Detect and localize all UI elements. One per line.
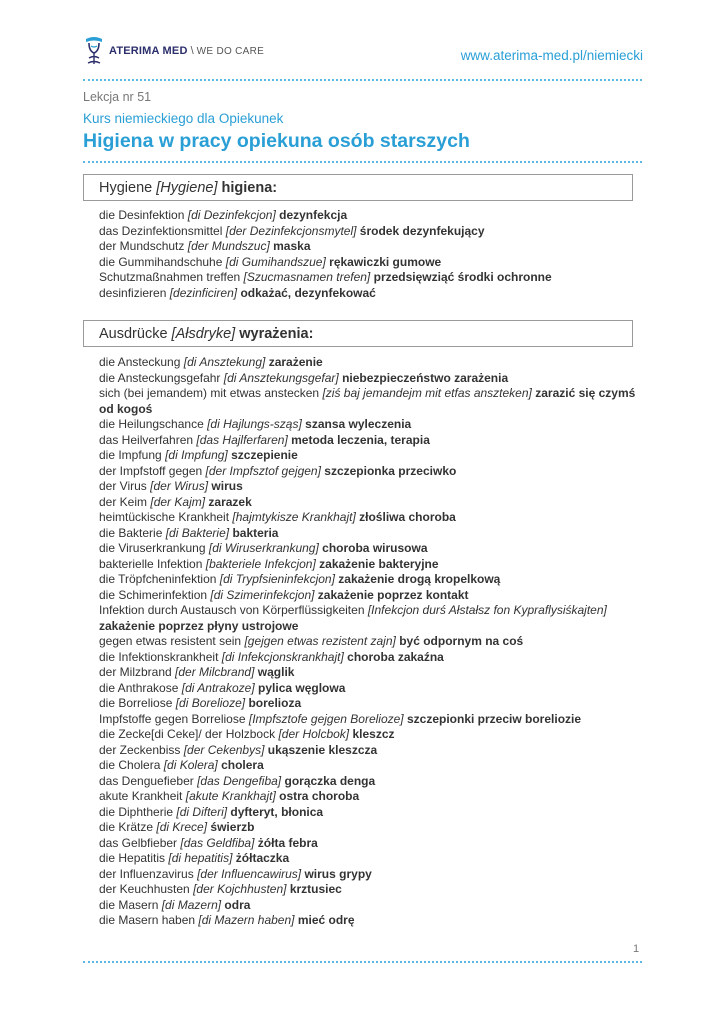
vocab-polish: kleszcz <box>352 727 395 741</box>
vocab-polish: szansa wyleczenia <box>305 417 412 431</box>
vocab-polish: zarazek <box>208 494 252 509</box>
vocab-german: die Krätze <box>99 820 154 834</box>
vocab-item <box>99 898 639 914</box>
vocab-german: heimtückische Krankheit <box>99 510 230 524</box>
vocab-pronunciation: [di Dezinfekcjon] <box>187 208 276 222</box>
vocab-item <box>99 913 639 929</box>
section-heading-hygiene <box>83 174 633 201</box>
vocab-german: die Gummihandschuhe <box>99 254 223 269</box>
vocab-pronunciation: [Impfsztofe gejgen Borelioze] <box>248 711 404 726</box>
vocab-german: desinfizieren <box>99 285 167 300</box>
vocab-item <box>99 270 639 286</box>
vocab-polish: bakteria <box>232 525 279 540</box>
vocab-polish: środek dezynfekujący <box>359 223 485 238</box>
vocab-polish: gorączka denga <box>284 773 376 788</box>
vocab-german: die Infektionskrankheit <box>99 649 219 664</box>
vocab-pronunciation: [di Antrakoze] <box>181 680 255 695</box>
vocab-polish: wirus <box>211 479 243 493</box>
vocab-polish: być odpornym na coś <box>399 634 524 648</box>
vocab-pronunciation: [der Influencawirus] <box>197 866 302 881</box>
vocab-german: der Mundschutz <box>99 239 185 253</box>
vocab-item <box>99 572 639 588</box>
vocab-pronunciation: [der Dezinfekcjonsmytel] <box>225 223 357 238</box>
brand-separator: \ <box>190 45 194 57</box>
vocab-pronunciation: [di Borelioze] <box>175 696 246 710</box>
brand-name: ATERIMA MED <box>109 45 188 57</box>
vocab-item <box>99 526 639 542</box>
vocab-pronunciation: [der Holcbok] <box>278 727 350 741</box>
vocab-polish: zakażenie bakteryjne <box>319 556 439 571</box>
vocab-german: bakterielle Infektion <box>99 556 203 571</box>
section-heading-expressions <box>83 320 633 347</box>
vocab-german: Schutzmaßnahmen treffen <box>99 270 241 284</box>
vocab-pronunciation: [di Mazern] <box>161 897 222 912</box>
vocab-polish: choroba zakaźna <box>347 649 444 664</box>
vocab-item <box>99 867 639 883</box>
page-title: Higiena w pracy opiekuna osób starszych <box>83 130 470 152</box>
vocab-item <box>99 479 639 495</box>
vocab-polish: borelioza <box>248 696 302 710</box>
vocab-german: die Masern <box>99 897 159 912</box>
vocab-item <box>99 882 639 898</box>
vocab-german: der Impfstoff gegen <box>99 463 203 478</box>
vocab-item <box>99 696 639 712</box>
vocab-pronunciation: [der Wirus] <box>150 479 209 493</box>
vocab-item <box>99 448 639 464</box>
vocab-item <box>99 355 639 371</box>
vocab-polish: dezynfekcja <box>279 208 348 222</box>
vocab-german: der Virus <box>99 479 147 493</box>
vocab-german: der Keuchhusten <box>99 882 190 896</box>
vocab-item <box>99 681 639 697</box>
vocab-pronunciation: [di Kolera] <box>163 758 218 772</box>
page-header <box>83 34 643 74</box>
vocab-german: die Bakterie <box>99 525 163 540</box>
vocab-german: die Viruserkrankung <box>99 541 206 555</box>
vocab-pronunciation: [der Mundszuc] <box>187 239 270 253</box>
vocab-german: die Ansteckung <box>99 355 181 369</box>
brand-logo <box>83 34 264 68</box>
vocab-pronunciation: [di Mazern haben] <box>198 913 295 927</box>
vocab-german: die Ansteckungsgefahr <box>99 370 221 385</box>
vocab-item <box>99 386 639 417</box>
vocab-german: die Cholera <box>99 758 161 772</box>
vocab-german: die Schimerinfektion <box>99 587 208 602</box>
vocab-pronunciation: [das Dengefiba] <box>197 773 282 788</box>
vocab-item <box>99 510 639 526</box>
vocab-pronunciation: [hajmtykisze Krankhajt] <box>232 510 356 524</box>
vocab-item <box>99 851 639 867</box>
section-heading-pl: wyrażenia: <box>239 326 314 342</box>
vocab-polish: żółtaczka <box>235 851 290 865</box>
vocab-pronunciation: [di Trypfsieninfekcjon] <box>219 572 335 586</box>
vocab-pronunciation: [di Hajlungs-sząs] <box>207 417 302 431</box>
course-name: Kurs niemieckiego dla Opiekunek <box>83 111 284 126</box>
vocab-item <box>99 208 639 224</box>
vocab-german: der Zeckenbiss <box>99 742 181 757</box>
vocab-pronunciation: [akute Krankhajt] <box>185 789 276 803</box>
vocab-german: Impfstoffe gegen Borreliose <box>99 711 246 726</box>
vocab-pronunciation: [der Kajm] <box>150 494 206 509</box>
vocab-polish: ostra choroba <box>279 789 360 803</box>
vocab-german: die Heilungschance <box>99 417 204 431</box>
title-divider <box>83 161 642 163</box>
vocab-polish: szczepienie <box>231 448 298 462</box>
vocab-german: der Influenzavirus <box>99 866 194 881</box>
vocab-german: das Heilverfahren <box>99 432 194 447</box>
vocab-item <box>99 286 639 302</box>
vocab-german: Infektion durch Austausch von Körperflüssigkeiten <box>99 603 365 617</box>
vocab-polish: zarazić się czymś od kogoś <box>99 386 636 416</box>
vocab-german: die Anthrakose <box>99 680 179 695</box>
vocab-german: die Impfung <box>99 448 162 462</box>
vocab-pronunciation: [gejgen etwas rezistent zajn] <box>244 634 396 648</box>
vocab-german: das Dezinfektionsmittel <box>99 223 223 238</box>
vocab-pronunciation: [di Krece] <box>156 820 208 834</box>
vocab-pronunciation: [der Cekenbys] <box>183 742 265 757</box>
vocab-pronunciation: [das Geldfiba] <box>180 835 255 850</box>
vocab-item <box>99 774 639 790</box>
vocab-item <box>99 805 639 821</box>
vocab-item <box>99 541 639 557</box>
vocab-item <box>99 789 639 805</box>
section-heading-pron: [Ałsdryke] <box>171 326 236 342</box>
vocab-item <box>99 433 639 449</box>
vocab-polish: zakażenie poprzez płyny ustrojowe <box>99 618 299 633</box>
vocab-polish: szczepionka przeciwko <box>324 463 457 478</box>
vocab-polish: rękawiczki gumowe <box>329 254 442 269</box>
vocab-item <box>99 224 639 240</box>
vocab-item <box>99 464 639 480</box>
brand-tagline: WE DO CARE <box>196 45 265 57</box>
vocab-german: die Diphtherie <box>99 804 174 819</box>
vocab-item <box>99 255 639 271</box>
vocab-german: die Hepatitis <box>99 851 166 865</box>
section-heading-de: Hygiene <box>99 180 153 196</box>
vocab-item <box>99 820 639 836</box>
vocab-polish: pylica węglowa <box>258 680 346 695</box>
vocab-pronunciation: [di Difteri] <box>176 804 228 819</box>
vocab-polish: żółta febra <box>257 835 318 850</box>
vocab-polish: odra <box>224 897 251 912</box>
vocab-german: das Gelbfieber <box>99 835 178 850</box>
vocab-pronunciation: [di Gumihandszue] <box>225 254 326 269</box>
vocab-item <box>99 588 639 604</box>
vocab-pronunciation: [di Szimerinfekcjon] <box>210 587 315 602</box>
vocab-polish: zakażenie poprzez kontakt <box>317 587 469 602</box>
vocab-pronunciation: [dezinficiren] <box>169 285 238 300</box>
vocab-german: die Tröpfcheninfektion <box>99 572 217 586</box>
vocab-polish: przedsięwziąć środki ochronne <box>373 270 552 284</box>
vocab-polish: wąglik <box>257 665 295 679</box>
vocab-german: die Zecke[di Ceke]/ der Holzbock <box>99 727 276 741</box>
website-link[interactable]: www.aterima-med.pl/niemiecki <box>460 48 643 63</box>
vocab-german: die Borreliose <box>99 696 173 710</box>
section-heading-de: Ausdrücke <box>99 326 168 342</box>
vocab-item <box>99 634 639 650</box>
vocab-item <box>99 495 639 511</box>
vocab-polish: złośliwa choroba <box>359 510 456 524</box>
vocab-pronunciation: [bakteriele Infekcjon] <box>205 556 316 571</box>
vocab-pronunciation: [di Wiruserkrankung] <box>208 541 319 555</box>
vocab-polish: metoda leczenia, terapia <box>291 432 430 447</box>
section-heading-pron: [Hygiene] <box>156 180 218 196</box>
vocab-item <box>99 603 639 634</box>
vocab-item <box>99 417 639 433</box>
vocab-polish: maska <box>273 239 311 253</box>
vocab-pronunciation: [der Kojchhusten] <box>193 882 287 896</box>
vocab-polish: dyfteryt, błonica <box>230 804 324 819</box>
vocab-polish: zarażenie <box>268 355 323 369</box>
vocab-pronunciation: [Szucmasnamen trefen] <box>243 270 371 284</box>
vocab-german: sich (bei jemandem) mit etwas anstecken <box>99 386 320 400</box>
vocab-german: der Keim <box>99 494 148 509</box>
vocab-pronunciation: [di Infekcjonskrankhajt] <box>221 649 344 664</box>
vocab-item <box>99 650 639 666</box>
footer-divider <box>83 961 642 963</box>
vocab-german: die Desinfektion <box>99 208 185 222</box>
vocab-pronunciation: [der Impfsztof gejgen] <box>205 463 321 478</box>
vocab-polish: wirus grypy <box>304 866 372 881</box>
vocab-polish: szczepionki przeciw boreliozie <box>406 711 582 726</box>
aterima-logo-icon <box>83 36 105 66</box>
header-divider <box>83 79 642 81</box>
vocab-list-expressions <box>99 355 639 929</box>
vocab-pronunciation: [das Hajlferfaren] <box>196 432 288 447</box>
vocab-polish: ukąszenie kleszcza <box>267 742 378 757</box>
page-number: 1 <box>633 943 640 955</box>
vocab-pronunciation: [di Ansztekung] <box>183 355 266 369</box>
vocab-polish: krztusiec <box>289 882 342 896</box>
vocab-pronunciation: [di Impfung] <box>165 448 228 462</box>
vocab-german: der Milzbrand <box>99 665 172 679</box>
section-heading-pl: higiena: <box>221 180 278 196</box>
vocab-pronunciation: [di Ansztekungsgefar] <box>223 370 339 385</box>
vocab-item <box>99 712 639 728</box>
vocab-item <box>99 727 639 743</box>
vocab-item <box>99 239 639 255</box>
vocab-polish: cholera <box>221 758 264 772</box>
vocab-german: die Masern haben <box>99 913 196 927</box>
vocab-item <box>99 743 639 759</box>
vocab-item <box>99 665 639 681</box>
vocab-polish: mieć odrę <box>297 913 355 927</box>
lesson-number: Lekcja nr 51 <box>83 90 152 104</box>
vocab-item <box>99 758 639 774</box>
vocab-german: gegen etwas resistent sein <box>99 634 242 648</box>
vocab-polish: odkażać, dezynfekować <box>240 285 376 300</box>
vocab-german: akute Krankheit <box>99 789 183 803</box>
vocab-polish: choroba wirusowa <box>322 541 428 555</box>
vocab-item <box>99 836 639 852</box>
vocab-polish: świerzb <box>210 820 255 834</box>
vocab-pronunciation: [di hepatitis] <box>168 851 233 865</box>
vocab-german: das Denguefieber <box>99 773 194 788</box>
vocab-pronunciation: [Infekcjon durś Ałstałsz fon Kypraflysiśkajten] <box>367 603 607 617</box>
vocab-polish: niebezpieczeństwo zarażenia <box>342 370 509 385</box>
vocab-polish: zakażenie drogą kropelkową <box>338 572 501 586</box>
vocab-item <box>99 371 639 387</box>
vocab-pronunciation: [ziś baj jemandejm mit etfas anszteken] <box>322 386 532 400</box>
vocab-pronunciation: [di Bakterie] <box>165 525 230 540</box>
vocab-list-hygiene <box>99 208 639 301</box>
vocab-item <box>99 557 639 573</box>
vocab-pronunciation: [der Milcbrand] <box>175 665 255 679</box>
